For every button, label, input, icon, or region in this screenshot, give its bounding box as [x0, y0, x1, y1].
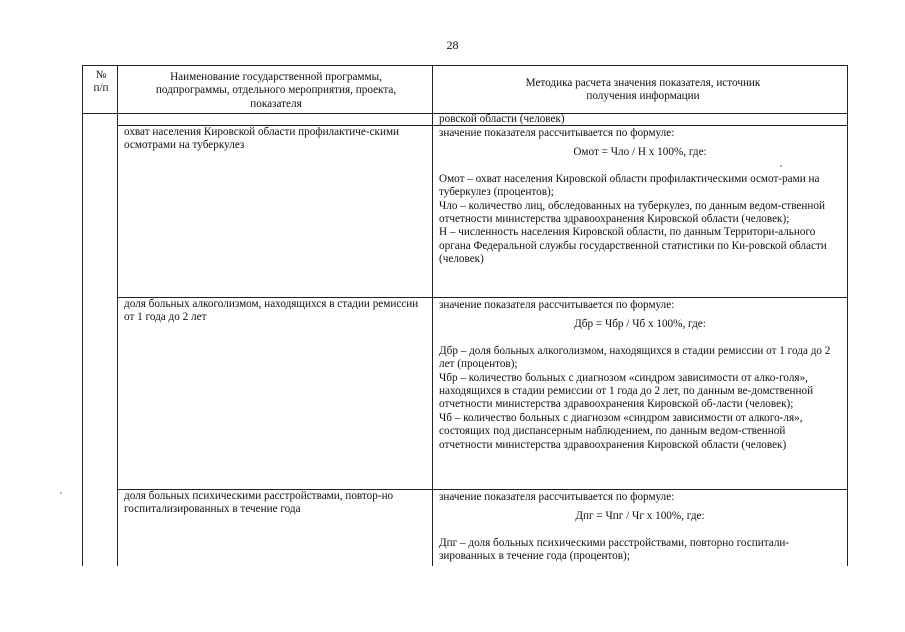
formula: Дпг = Чпг / Чг х 100%, где:	[575, 510, 705, 523]
page-number: 28	[446, 38, 459, 52]
column-divider	[117, 66, 118, 566]
continuation-text: ровской области (человек)	[439, 113, 565, 125]
column-divider	[432, 66, 433, 566]
method-cell	[439, 491, 841, 564]
definition: Дбр – доля больных алкоголизмом, находящихся в стадии ремиссии от 1 года до 2 лет (процентов);	[439, 344, 831, 371]
header-name: Наименование государственной программы, подпрограммы, отдельного мероприятия, проекта, показателя	[155, 71, 397, 110]
definition: Н – численность населения Кировской области, по данным Территори-ального органа Федеральной службы государственной статистики по Ки-ровской области (человек)	[439, 226, 827, 266]
formula-intro: значение показателя рассчитывается по формуле:	[439, 491, 675, 503]
definition: Чло – количество лиц, обследованных на туберкулез, по данным ведом-ственной отчетности министерства здравоохранения Кировской области (человек);	[439, 199, 825, 226]
method-cell	[439, 127, 841, 267]
indicator-table	[82, 65, 848, 566]
formula-intro: значение показателя рассчитывается по формуле:	[439, 299, 675, 311]
header-method: Методика расчета значения показателя, источник получения информации	[525, 77, 761, 103]
formula: Дбр = Чбр / Чб х 100%, где:	[574, 318, 706, 331]
scan-speck	[60, 492, 62, 494]
formula-intro: значение показателя рассчитывается по формуле:	[439, 127, 675, 139]
definition: Чбр – количество больных с диагнозом «синдром зависимости от алко-голя», находящихся в стадии ремиссии от 1 года до 2 лет, по данным ве-домственной отчетности министерства здравоохранения Кировской об-ласти (человек);	[439, 371, 814, 411]
indicator-name: охват населения Кировской области профилактиче-скими осмотрами на туберкулез	[124, 126, 400, 152]
indicator-name: доля больных алкоголизмом, находящихся в стадии ремиссии от 1 года до 2 лет	[124, 298, 419, 324]
formula: Омот = Чло / Н х 100%, где:	[573, 146, 707, 159]
scan-speck	[780, 165, 782, 167]
indicator-name: доля больных психическими расстройствами, повтор-но госпитализированных в течение года	[124, 490, 394, 516]
definition: Дпг – доля больных психическими расстройствами, повторно госпитали-зированных в течение года (процентов);	[439, 536, 790, 563]
definition: Чб – количество больных с диагнозом «синдром зависимости от алкого-ля», состоящих под диспансерным наблюдением, по данным ведом-ственной отчетности министерства здравоохранения Кировской области (человек)	[439, 411, 803, 451]
definition: Омот – охват населения Кировской области профилактическими осмот-рами на туберкулез (процентов);	[439, 172, 820, 199]
method-cell	[439, 299, 841, 452]
header-number: № п/п	[93, 69, 109, 95]
